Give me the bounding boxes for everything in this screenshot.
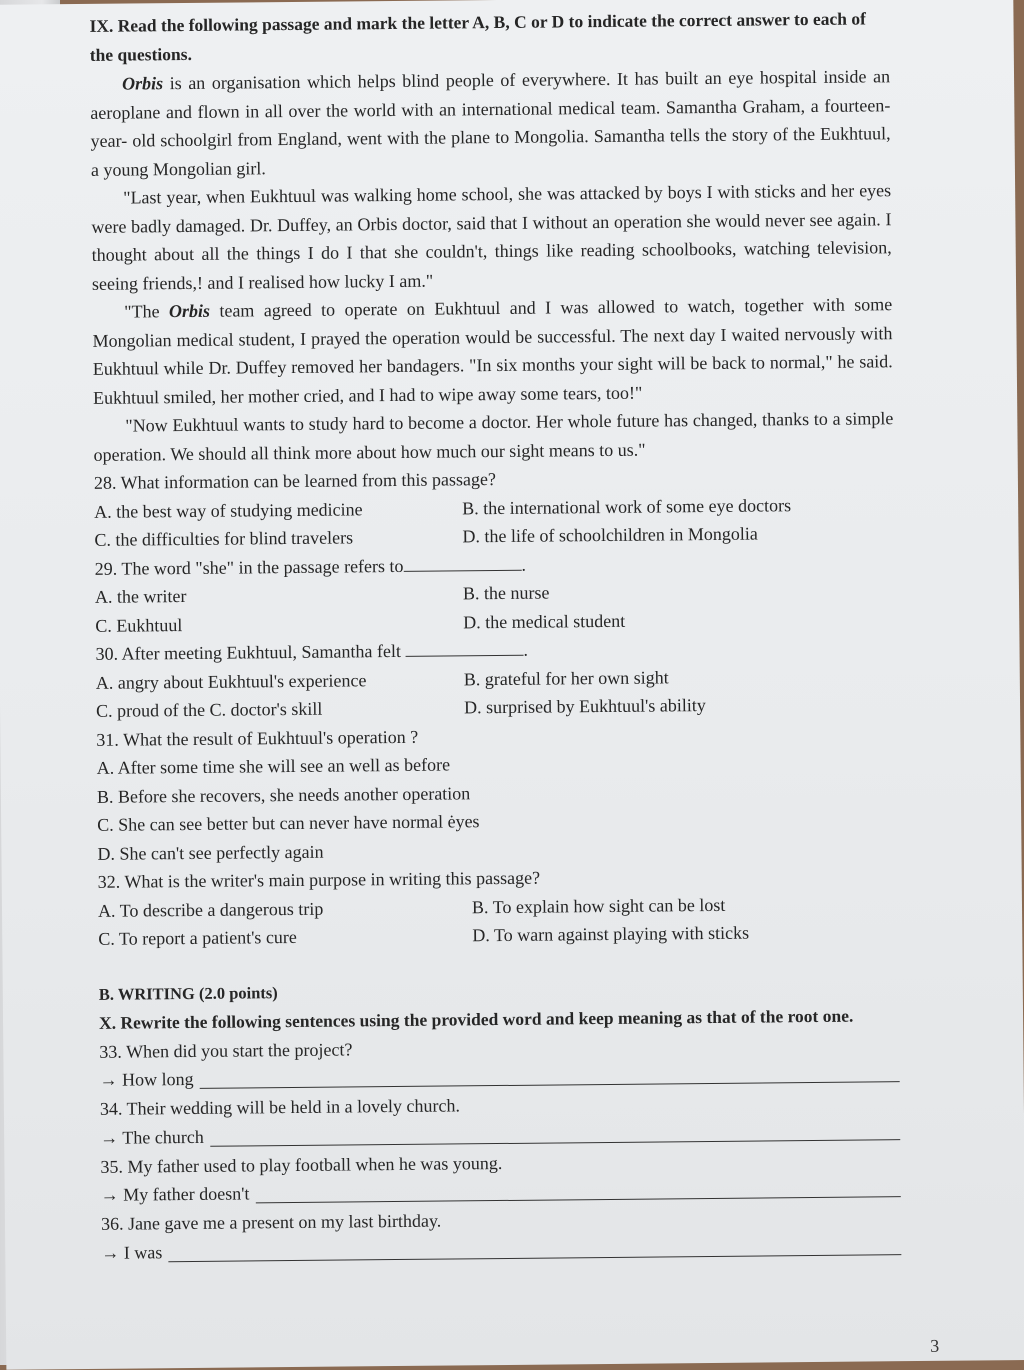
- paragraph-1-text: is an organisation which helps blind people of everywhere. It has built an eye hospital inside an aeroplane and flown in all over the world with an international medical team. Samantha Graham, a fourteen- year- old schoolgirl from England, went with the plane to Mongolia. Samantha tells the story of the Eukhtuul, a young Mongolian girl.: [90, 66, 891, 180]
- option-b[interactable]: B. To explain how sight can be lost: [471, 894, 726, 917]
- worksheet-content: [89, 4, 901, 1267]
- option-b[interactable]: B. the nurse: [462, 582, 550, 604]
- option-c[interactable]: C. Eukhtuul: [95, 614, 183, 636]
- question-31: 31. What the result of Eukhtuul's operation ?: [96, 726, 419, 750]
- question-29-end: .: [521, 554, 527, 575]
- section-x-heading: X. Rewrite the following sentences using the provided word and keep meaning as that of the root one.: [98, 1005, 854, 1033]
- option-d[interactable]: D. the life of schoolchildren in Mongolia: [462, 523, 758, 547]
- passage-paragraph-3: [92, 290, 893, 412]
- passage-paragraph-4: "Now Eukhtuul wants to study hard to become a doctor. Her whole future has changed, thanks to a simple operation. We should all think more about how much our sight means to us.": [93, 408, 894, 465]
- paragraph-3-start: "The: [124, 301, 170, 322]
- option-b[interactable]: B. grateful for her own sight: [463, 666, 669, 689]
- option-c[interactable]: C. proud of the C. doctor's skill: [95, 698, 323, 721]
- question-32: 32. What is the writer's main purpose in writing this passage?: [97, 867, 541, 892]
- answer-rule[interactable]: [168, 1254, 901, 1262]
- passage-paragraph-1: [90, 62, 891, 184]
- option-d[interactable]: D. She can't see perfectly again: [97, 841, 324, 864]
- orbis-name: Orbis: [168, 300, 211, 322]
- option-d[interactable]: D. To warn against playing with sticks: [472, 922, 750, 946]
- question-30-options: [96, 661, 897, 726]
- question-30-text: 30. After meeting Eukhtuul, Samantha felt: [95, 640, 402, 664]
- option-a[interactable]: A. After some time she will see an well as before: [96, 754, 451, 778]
- question-29-options: [95, 575, 896, 640]
- option-a[interactable]: A. angry about Eukhtuul's experience: [95, 669, 367, 693]
- option-a[interactable]: A. the best way of studying medicine: [94, 498, 363, 522]
- answer-blank[interactable]: [403, 551, 521, 571]
- option-c[interactable]: C. the difficulties for blind travelers: [94, 527, 354, 550]
- option-a[interactable]: A. the writer: [94, 586, 187, 607]
- option-b[interactable]: B. the international work of some eye doctors: [462, 494, 792, 518]
- question-29-text: 29. The word "she" in the passage refers to: [94, 555, 404, 579]
- option-c[interactable]: C. To report a patient's cure: [98, 926, 297, 949]
- question-32-options: [98, 889, 899, 954]
- question-30-end: .: [523, 639, 529, 660]
- option-c[interactable]: C. She can see better but can never have normal ėyes: [97, 811, 480, 835]
- prompt-33: → How long: [99, 1068, 194, 1090]
- page-number: 3: [930, 1335, 940, 1356]
- paragraph-3-text: team agreed to operate on Eukhtuul and I was allowed to watch, together with some Mongolian medical student, I prayed the operation would be successful. The next day I waited nervously with Eukhtuul while Dr. Duffey removed her bandagers. "In six months your sight will be back to normal," he said. Eukhtuul smiled, her mother cried, and I had to wipe away some tears, too!": [92, 294, 893, 408]
- option-b[interactable]: B. Before she recovers, she needs another operation: [96, 782, 471, 807]
- orbis-name: Orbis: [121, 73, 164, 94]
- option-d[interactable]: D. surprised by Eukhtuul's ability: [463, 695, 706, 718]
- question-33: 33. When did you start the project?: [99, 1038, 353, 1062]
- answer-blank[interactable]: [405, 637, 523, 657]
- question-35: 35. My father used to play football when he was young.: [100, 1152, 503, 1177]
- prompt-35: → My father doesn't: [100, 1183, 250, 1205]
- question-34: 34. Their wedding will be held in a lovely church.: [99, 1095, 461, 1119]
- option-d[interactable]: D. the medical student: [463, 610, 626, 632]
- question-28: 28. What information can be learned from this passage?: [93, 469, 497, 493]
- prompt-34: → The church: [100, 1126, 204, 1148]
- question-36: 36. Jane gave me a present on my last birthday.: [100, 1210, 442, 1234]
- writing-section-title: B. WRITING (2.0 points): [98, 982, 278, 1004]
- prompt-36: → I was: [101, 1241, 163, 1263]
- option-a[interactable]: A. To describe a dangerous trip: [97, 898, 324, 921]
- passage-paragraph-2: "Last year, when Eukhtuul was walking home school, she was attacked by boys I with sticks and her eyes were badly damaged. Dr. Duffey, an Orbis doctor, said that I without an operation she would never see again. I thought about all the things I do I that she couldn't, things like reading schoolbooks, watching television, seeing friends,! and I realised how lucky I am.": [91, 180, 892, 294]
- section-ix-heading: IX. Read the following passage and mark the letter A, B, C or D to indicate the correct answer to each of the questions.: [89, 8, 866, 65]
- question-28-options: [94, 490, 895, 555]
